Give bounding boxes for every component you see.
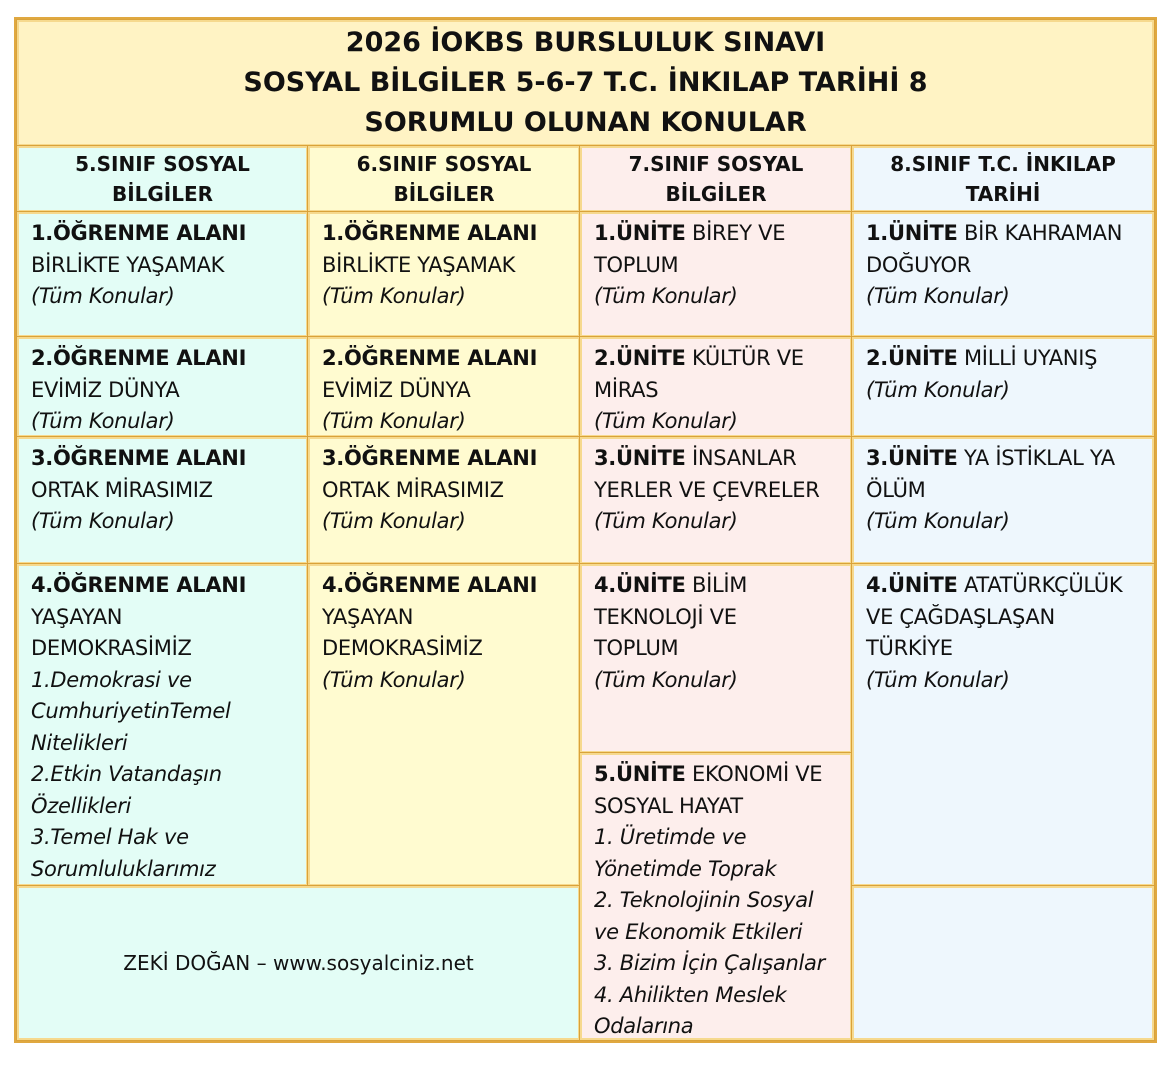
grade8-unit-1	[852, 212, 1154, 337]
unit-name: DOĞUYOR	[866, 252, 972, 277]
unit-name: ATATÜRKÇÜLÜK	[957, 573, 1123, 597]
grade7-unit-4	[580, 564, 852, 753]
grade6-unit-4	[308, 564, 580, 886]
grade8-unit-3	[852, 437, 1154, 564]
unit-label: 2.ÖĞRENME ALANI	[31, 346, 247, 370]
grade8-unit-2	[852, 337, 1154, 437]
unit-name: BİLİM	[685, 573, 748, 597]
topic-item: 2.Etkin Vatandaşın	[31, 762, 222, 786]
grade8-empty-cell	[852, 886, 1154, 1040]
unit-note: (Tüm Konular)	[31, 284, 175, 308]
unit-label: 3.ÖĞRENME ALANI	[322, 446, 538, 470]
header-line: 8.SINIF T.C. İNKILAP	[890, 152, 1116, 176]
topic-item: ve Ekonomik Etkileri	[594, 919, 803, 944]
unit-name: DEMOKRASİMİZ	[322, 636, 483, 660]
column-header-grade7	[580, 146, 852, 212]
unit-name: ÖLÜM	[866, 477, 926, 502]
topic-item: 1.Demokrasi ve	[31, 667, 192, 692]
unit-name: TOPLUM	[594, 636, 679, 660]
unit-label: 2.ÜNİTE	[866, 346, 958, 370]
unit-name: BİRLİKTE YAŞAMAK	[322, 252, 516, 277]
unit-label: 4.ÖĞRENME ALANI	[31, 573, 247, 597]
unit-name: BİREY VE	[685, 221, 786, 245]
unit-label: 4.ÜNİTE	[866, 573, 958, 597]
unit-name: YERLER VE ÇEVRELER	[594, 477, 820, 502]
unit-label: 2.ÜNİTE	[594, 346, 686, 370]
unit-label: 3.ÜNİTE	[866, 446, 958, 470]
unit-name: TOPLUM	[594, 252, 679, 277]
topic-item: 3.Temel Hak ve	[31, 825, 189, 849]
footer-credit	[17, 886, 580, 1040]
unit-name: İNSANLAR	[685, 446, 797, 470]
topic-item: Sorumluluklarımız	[31, 856, 216, 881]
topic-item: 3. Bizim İçin Çalışanlar	[594, 951, 825, 975]
column-header-grade6	[308, 146, 580, 212]
unit-name: VE ÇAĞDAŞLAŞAN	[866, 604, 1055, 629]
page-title	[17, 20, 1154, 146]
unit-label: 2.ÖĞRENME ALANI	[322, 346, 538, 370]
unit-name: EVİMİZ DÜNYA	[31, 377, 180, 402]
header-line: BİLGİLER	[111, 182, 214, 206]
grade6-unit-2	[308, 337, 580, 437]
topic-item: 2. Teknolojinin Sosyal	[594, 888, 814, 912]
unit-label: 3.ÜNİTE	[594, 446, 686, 470]
header-line: 7.SINIF SOSYAL	[628, 152, 804, 176]
unit-name: BİRLİKTE YAŞAMAK	[31, 252, 225, 277]
unit-label: 1.ÜNİTE	[866, 221, 958, 245]
unit-note: (Tüm Konular)	[322, 667, 466, 692]
unit-name: YAŞAYAN	[322, 604, 414, 629]
topic-item: Yönetimde Toprak	[594, 856, 777, 881]
unit-label: 1.ÜNİTE	[594, 221, 686, 245]
credit-text: ZEKİ DOĞAN – www.sosyalciniz.net	[123, 951, 474, 975]
topic-item: 4. Ahilikten Meslek	[594, 982, 787, 1007]
topic-item: Özellikleri	[31, 793, 132, 818]
column-header-grade8	[852, 146, 1154, 212]
unit-note: (Tüm Konular)	[31, 409, 175, 433]
unit-name: MİLLİ UYANIŞ	[957, 346, 1098, 370]
unit-name: YAŞAYAN	[31, 604, 123, 629]
unit-name: YA İSTİKLAL YA	[957, 446, 1115, 470]
unit-name: KÜLTÜR VE	[685, 346, 804, 370]
header-line: BİLGİLER	[665, 182, 767, 206]
unit-label: 1.ÖĞRENME ALANI	[31, 221, 247, 245]
unit-label: 4.ÖĞRENME ALANI	[322, 573, 538, 597]
unit-label: 3.ÖĞRENME ALANI	[31, 446, 247, 470]
unit-note: (Tüm Konular)	[594, 509, 738, 533]
unit-note: (Tüm Konular)	[866, 377, 1010, 402]
unit-name: TÜRKİYE	[866, 636, 953, 660]
unit-note: (Tüm Konular)	[866, 667, 1010, 692]
grade5-unit-4	[17, 564, 308, 886]
unit-note: (Tüm Konular)	[594, 667, 738, 692]
unit-note: (Tüm Konular)	[322, 409, 466, 433]
header-line: 6.SINIF SOSYAL	[356, 152, 532, 176]
unit-note: (Tüm Konular)	[594, 409, 738, 433]
unit-note: (Tüm Konular)	[866, 509, 1010, 533]
topic-item: Nitelikleri	[31, 730, 128, 755]
curriculum-table	[14, 17, 1157, 1043]
unit-name: SOSYAL HAYAT	[594, 793, 743, 818]
header-line: TARİHİ	[965, 182, 1041, 206]
unit-label: 1.ÖĞRENME ALANI	[322, 221, 538, 245]
unit-label: 5.ÜNİTE	[594, 762, 686, 786]
unit-name: EVİMİZ DÜNYA	[322, 377, 471, 402]
title-line-2: SOSYAL BİLGİLER 5-6-7 T.C. İNKILAP TARİHİ 8	[243, 67, 928, 98]
grade7-unit-2	[580, 337, 852, 437]
unit-name: EKONOMİ VE	[685, 762, 823, 786]
grade6-unit-3	[308, 437, 580, 564]
unit-note: (Tüm Konular)	[322, 509, 466, 533]
unit-name: ORTAK MİRASIMIZ	[31, 477, 213, 502]
header-line: BİLGİLER	[393, 182, 495, 206]
column-header-grade5	[17, 146, 308, 212]
unit-name: ORTAK MİRASIMIZ	[322, 477, 504, 502]
grade7-unit-5	[580, 753, 852, 1040]
grade6-unit-1	[308, 212, 580, 337]
topic-item: CumhuriyetinTemel	[31, 699, 231, 723]
unit-name: DEMOKRASİMİZ	[31, 636, 192, 660]
header-line: 5.SINIF SOSYAL	[75, 152, 250, 176]
grade7-unit-3	[580, 437, 852, 564]
unit-note: (Tüm Konular)	[322, 284, 466, 308]
unit-note: (Tüm Konular)	[594, 284, 738, 308]
title-line-1: 2026 İOKBS BURSLULUK SINAVI	[345, 27, 826, 58]
grade5-unit-3	[17, 437, 308, 564]
grade5-unit-2	[17, 337, 308, 437]
unit-name: BİR KAHRAMAN	[957, 221, 1123, 245]
title-line-3: SORUMLU OLUNAN KONULAR	[364, 107, 807, 138]
unit-label: 4.ÜNİTE	[594, 573, 686, 597]
grade5-unit-1	[17, 212, 308, 337]
unit-note: (Tüm Konular)	[866, 284, 1010, 308]
topic-item: Odalarına	[594, 1014, 694, 1038]
topic-item: 1. Üretimde ve	[594, 825, 747, 849]
unit-name: MİRAS	[594, 377, 659, 402]
unit-note: (Tüm Konular)	[31, 509, 175, 533]
unit-name: TEKNOLOJİ VE	[594, 604, 737, 629]
grade7-unit-1	[580, 212, 852, 337]
grade8-unit-4	[852, 564, 1154, 886]
